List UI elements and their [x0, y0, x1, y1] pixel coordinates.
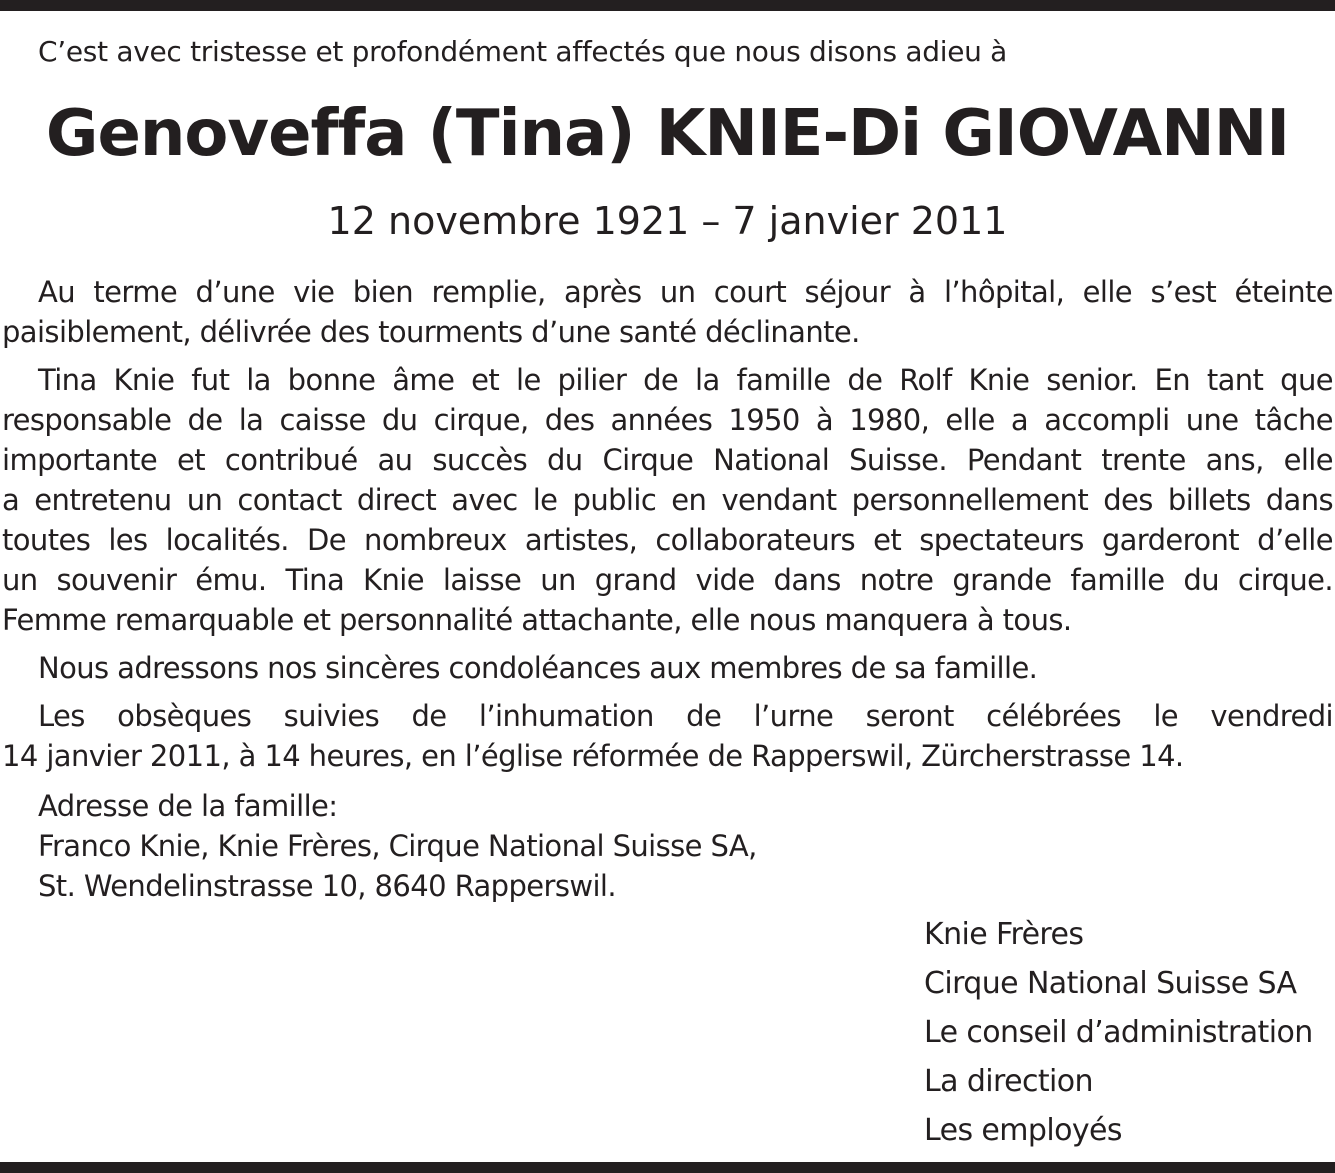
paragraph-line: Femme remarquable et personnalité attachante, elle nous manquera à tous.	[2, 603, 1072, 637]
paragraph-line: Nous adressons nos sincères condoléances aux membres de sa famille.	[38, 651, 1038, 685]
paragraph-line: paisiblement, délivrée des tourments d’une santé déclinante.	[2, 315, 860, 349]
paragraph-condolences	[2, 648, 1333, 688]
paragraph-line: un souvenir ému. Tina Knie laisse un grand vide dans notre grande famille du cirque.	[2, 563, 1333, 597]
life-dates: 12 novembre 1921 – 7 janvier 2011	[327, 199, 1008, 243]
paragraph-line: Tina Knie fut la bonne âme et le pilier de la famille de Rolf Knie senior. En tant que	[38, 363, 1333, 397]
paragraph-line: a entretenu un contact direct avec le public en vendant personnellement des billets dans	[2, 483, 1333, 517]
address-line: Franco Knie, Knie Frères, Cirque National Suisse SA,	[38, 829, 757, 863]
signatory: Cirque National Suisse SA	[924, 966, 1297, 1001]
signatory: Les employés	[924, 1113, 1122, 1148]
paragraph-passing	[2, 272, 1333, 352]
paragraph-line: toutes les localités. De nombreux artistes, collaborateurs et spectateurs garderont d’elle	[2, 523, 1333, 557]
paragraph-line: responsable de la caisse du cirque, des années 1950 à 1980, elle a accompli une tâche	[2, 403, 1333, 437]
paragraph-line: Au terme d’une vie bien remplie, après un court séjour à l’hôpital, elle s’est éteinte	[38, 275, 1333, 309]
paragraph-funeral	[2, 696, 1333, 776]
paragraph-line: 14 janvier 2011, à 14 heures, en l’église réformée de Rapperswil, Zürcherstrasse 14.	[2, 739, 1184, 773]
address-line: St. Wendelinstrasse 10, 8640 Rapperswil.	[38, 869, 616, 903]
intro-line: C’est avec tristesse et profondément affectés que nous disons adieu à	[38, 35, 1008, 68]
signatory: Knie Frères	[924, 917, 1084, 952]
signatory: Le conseil d’administration	[924, 1015, 1313, 1050]
paragraph-tribute	[2, 360, 1333, 640]
address-heading: Adresse de la famille:	[38, 789, 338, 823]
signatories-block	[924, 910, 1313, 1155]
paragraph-line: Les obsèques suivies de l’inhumation de l’urne seront célébrées le vendredi	[38, 699, 1333, 733]
top-border-rule	[0, 0, 1335, 11]
deceased-name: Genoveffa (Tina) KNIE-Di GIOVANNI	[45, 97, 1290, 171]
paragraph-line: importante et contribué au succès du Cirque National Suisse. Pendant trente ans, elle	[2, 443, 1333, 477]
bottom-border-rule	[0, 1162, 1335, 1173]
signatory: La direction	[924, 1064, 1093, 1099]
obituary-body	[2, 272, 1333, 784]
family-address	[38, 786, 757, 906]
